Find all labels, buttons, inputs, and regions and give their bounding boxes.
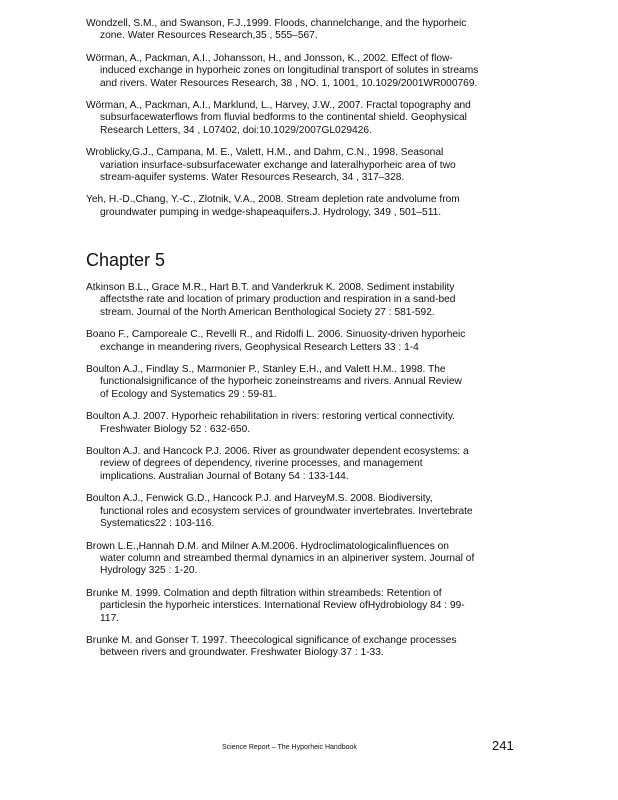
reference-entry: Wondzell, S.M., and Swanson, F.J.,1999. Floods, channelchange, and the hyporheic zone. Water Resources Research,35 , 555–567. [86,18,467,42]
reference-entry: Brown L.E.,Hannah D.M. and Milner A.M.2006. Hydroclimatologicalinfluences on water column and streambed thermal dynamics in an alpineriver system. Journal of Hydrology 325 : 1-20. [86,540,475,577]
reference-list-continued [86,18,513,229]
reference-entry: Boulton A.J. 2007. Hyporheic rehabilitation in rivers: restoring vertical connectivity. Freshwater Biology 52 : 632-650. [86,411,456,435]
reference-entry: Boulton A.J. and Hancock P.J. 2006. River as groundwater dependent ecosystems: a review of degrees of dependency, riverine processes, and management implications. Australian Journal of Botany 54 : 133-144. [86,446,469,482]
reference-entry: Yeh, H.-D.,Chang, Y.-C., Zlotnik, V.A., 2008. Stream depletion rate andvolume from groundwater pumping in wedge-shapeaquifers.J. Hydrology, 349 , 501–511. [86,194,460,218]
reference-entry: Brunke M. 1999. Colmation and depth filtration within streambeds: Retention of particlesin the hyporheic interstices. International Review ofHydrobiology 84 : 99- 117. [86,587,465,624]
footer-title: Science Report – The Hyporheic Handbook [222,744,357,751]
reference-entry: Boulton A.J., Fenwick G.D., Hancock P.J. and HarveyM.S. 2008. Biodiversity, functional roles and ecosystem services of groundwater invertebrates. Invertebrate Systematics22 : 103-116. [86,493,473,530]
page-number: 241 [492,738,514,753]
reference-entry: Brunke M. and Gonser T. 1997. Theecological significance of exchange processes between rivers and groundwater. Freshwater Biology 37 : 1-33. [86,634,457,659]
reference-entry: Boulton A.J., Findlay S., Marmonier P., Stanley E.H., and Valett H.M.. 1998. The functionalsignificance of the hyporheic zoneinstreams and rivers. Annual Review of Ecology and Systematics 29 : 59-81. [86,364,462,400]
reference-list-chapter-5 [86,282,513,670]
reference-entry: Atkinson B.L., Grace M.R., Hart B.T. and Vanderkruk K. 2008. Sediment instability affectsthe rate and location of primary production and respiration in a sand-bed stream. Journal of the North American Benthological Society 27 : 581-592. [86,282,456,318]
reference-entry: Wörman, A., Packman, A.I., Marklund, L., Harvey, J.W., 2007. Fractal topography and subsurfacewaterflows from fluvial bedforms to the continental shield. Geophysical Research Letters, 34 , L07402, doi:10.1029/2007GL029426. [86,100,471,136]
reference-entry: Wroblicky,G.J., Campana, M. E., Valett, H.M., and Dahm, C.N., 1998. Seasonal variation insurface-subsurfacewater exchange and lateralhyporheic area of two stream-aquifer systems. Water Resources Research, 34 , 317–328. [86,147,456,184]
chapter-heading: Chapter 5 [86,250,166,270]
reference-entry: Wörman, A., Packman, A.I., Johansson, H., and Jonsson, K., 2002. Effect of flow- induced exchange in hyporheic zones on longitudinal transport of solutes in streams and rivers. Water Resources Research, 38 , NO. 1, 1001, 10.1029/2001WR000769. [86,52,479,89]
reference-entry: Boano F., Camporeale C., Revelli R., and Ridolfi L. 2006. Sinuosity-driven hyporheic exchange in meandering rivers, Geophysical Research Letters 33 : 1-4 [86,329,466,353]
